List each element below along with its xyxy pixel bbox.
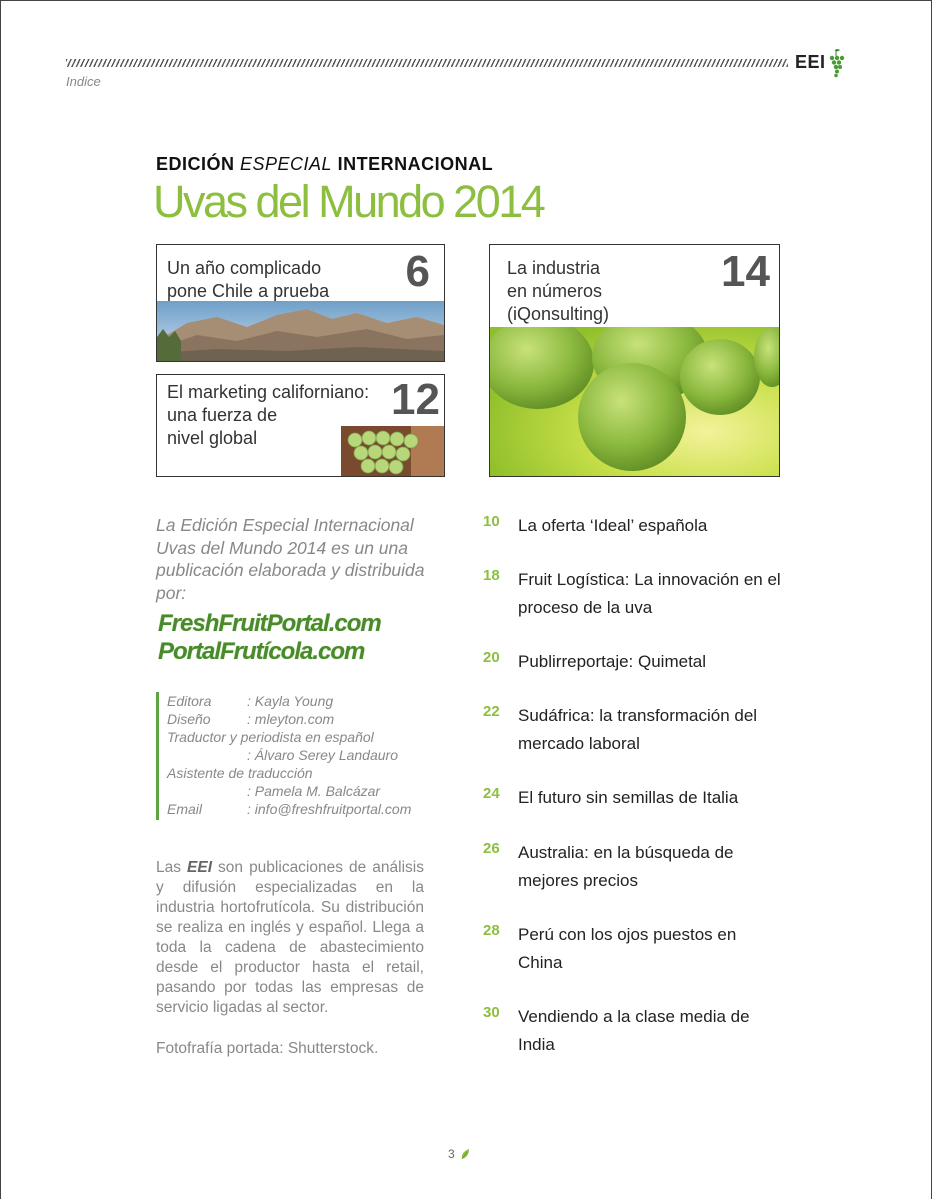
feature-title	[167, 381, 369, 450]
feature-title-line: una fuerza de	[167, 405, 278, 425]
feature-page-number: 6	[405, 247, 430, 296]
kicker-word: EDICIÓN	[156, 154, 235, 174]
photo-credit: Fotofrafía portada: Shutterstock.	[156, 1040, 379, 1057]
credit-value: : Pamela M. Balcázar	[247, 783, 381, 799]
brand-text: EEI	[795, 52, 826, 72]
edition-kicker	[156, 154, 493, 175]
kicker-word-italic: ESPECIAL	[240, 154, 333, 174]
feature-box-industria[interactable]	[489, 244, 780, 477]
feature-title	[167, 257, 329, 303]
publication-description	[156, 858, 424, 1018]
grape-cluster-photo	[341, 426, 444, 476]
desc-brand: EEI	[187, 859, 213, 876]
toc-title: Perú con los ojos puestos en China	[518, 925, 737, 972]
brand-logo	[795, 52, 826, 73]
section-label: Indice	[66, 74, 101, 89]
toc-title: La oferta ‘Ideal’ española	[518, 516, 708, 535]
freshfruitportal-logo[interactable]: FreshFruitPortal.com	[158, 610, 381, 637]
toc-page-number: 26	[483, 840, 500, 857]
desc-text: son publicaciones de análisis y difusión especializadas en la industria hortofrutícola. Su distribución se realiza en inglés y español. Llega a toda la cadena de abastecimiento desde el productor hasta el retail, pasando por todas las empresas de servicio ligadas al sector.	[156, 859, 424, 1016]
toc-page-number: 10	[483, 513, 500, 530]
credit-value: : mleyton.com	[247, 711, 335, 727]
toc-page-number: 18	[483, 567, 500, 584]
credits-block	[156, 692, 439, 820]
feature-title-line: pone Chile a prueba	[167, 281, 330, 301]
credit-label: Editora	[167, 693, 212, 709]
toc-page-number: 20	[483, 649, 500, 666]
feature-box-chile[interactable]	[156, 244, 445, 362]
grape-vine-icon	[826, 48, 846, 78]
header-hatch-rule	[66, 59, 788, 67]
page-number: 3	[448, 1147, 455, 1161]
feature-box-california[interactable]	[156, 374, 445, 477]
toc-title: El futuro sin semillas de Italia	[518, 788, 739, 807]
credit-email[interactable]: : info@freshfruitportal.com	[247, 801, 412, 817]
credit-label: Asistente de traducción	[167, 765, 313, 781]
credit-label: Diseño	[167, 711, 211, 727]
feature-page-number: 14	[721, 247, 770, 296]
toc-title: Fruit Logística: La innovación en el proceso de la uva	[518, 570, 781, 617]
mountain-photo	[157, 301, 444, 361]
toc-title: Australia: en la búsqueda de mejores precios	[518, 843, 734, 890]
feature-title	[507, 257, 609, 326]
feature-title-line: nivel global	[167, 428, 258, 448]
kicker-word: INTERNACIONAL	[337, 154, 494, 174]
toc-title: Vendiendo a la clase media de India	[518, 1007, 750, 1054]
toc-page-number: 24	[483, 785, 500, 802]
feature-page-number: 12	[391, 375, 440, 424]
feature-title-line: Un año complicado	[167, 258, 322, 278]
credit-label: Traductor y periodista en español	[167, 729, 374, 745]
portalfruticola-logo[interactable]: PortalFrutícola.com	[158, 638, 365, 665]
toc-title: Publirreportaje: Quimetal	[518, 652, 707, 671]
feature-title-line: (iQonsulting)	[507, 304, 610, 324]
feature-title-line: La industria	[507, 258, 601, 278]
credit-value: : Kayla Young	[247, 693, 334, 709]
toc-title: Sudáfrica: la transformación del mercado laboral	[518, 706, 758, 753]
leaf-icon	[460, 1148, 470, 1160]
feature-title-line: en números	[507, 281, 603, 301]
green-grapes-photo	[490, 327, 779, 476]
page-title: Uvas del Mundo 2014	[153, 176, 544, 227]
toc-page-number: 28	[483, 922, 500, 939]
credit-value: : Álvaro Serey Landauro	[247, 747, 398, 763]
toc-page-number: 22	[483, 703, 500, 720]
credit-label: Email	[167, 801, 203, 817]
intro-text: La Edición Especial Internacional Uvas del Mundo 2014 es un una publicación elaborada y distribuida por:	[156, 515, 425, 603]
toc-page-number: 30	[483, 1004, 500, 1021]
feature-title-line: El marketing californiano:	[167, 382, 370, 402]
desc-text: Las	[156, 859, 181, 876]
